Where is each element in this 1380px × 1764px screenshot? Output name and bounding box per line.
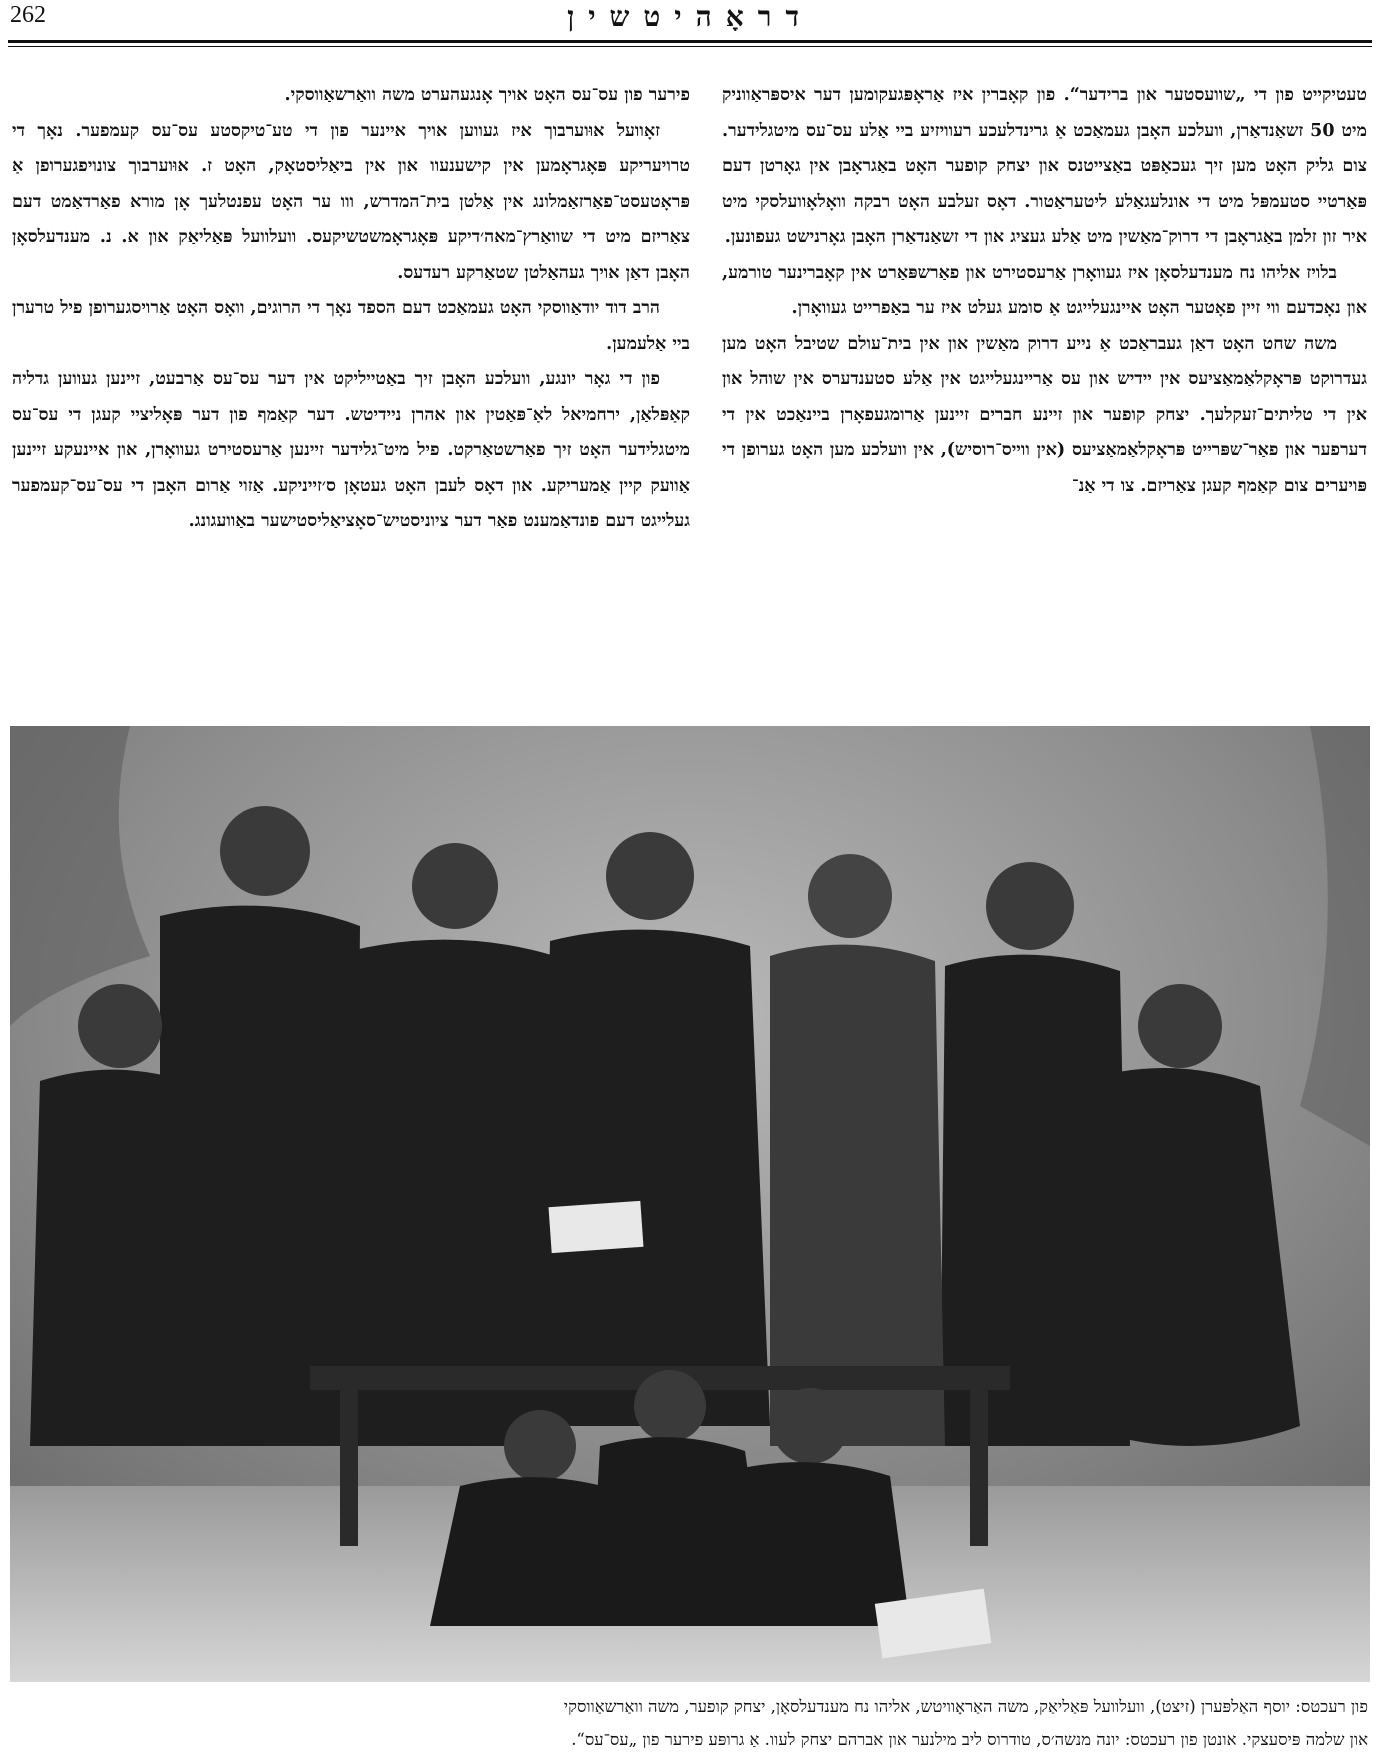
header-rule-thin [8, 46, 1372, 47]
paragraph: זאָוועל אוּוערבוך איז געווען אויך איינער פון די טע־טיקסטע עס־עס קעמפער. נאָך די טרויעריקע פּאָגראָמען אין קישענעוו און אין ביאַליסטאָק, האָט ז. אוּוערבוך צונויפגערופן אַ פּראָטעסט־פאַרזאַמלונג אין אַלטן בית־המדרש, ווו ער האָט עפנטלעך אָן מורא פאַרדאַמט דעם צאַריזם מיט די שוואַרץ־מאה׳דיקע פּאָגראָמשטשיקעס. וועלוועל פּאַליאַק און א. נ. מענדעלסאָן האָבן דאַן אויך געהאַלטן שטאַרקע רעדעס. [12, 120, 690, 283]
page-header [0, 0, 1380, 54]
text-column-right [722, 78, 1367, 718]
page-number: 262 [10, 2, 46, 28]
paragraph: בלויז אליהו נח מענדעלסאָן איז געוואָרן אַרעסטירט און פאַרשפּאַרט אין קאָברינער טורמע, און נאָכדעם ווי זיין פאָטער האָט איינגעלייגט אַ סומע געלט איז ער באַפרייט געוואָרן. [722, 262, 1367, 318]
paragraph: פירער פון עס־עס האָט אויך אָנגעהערט משה וואַרשאַווסקי. [284, 85, 690, 105]
caption-line: פון רעכטס: יוסף האַלפּערן (זיצט), וועלוועל פּאַליאַק, משה האַראָוויטש, אליהו נח מענדעלסאָן, יצחק קופער, משה וואַרשאַווסקי [563, 1697, 1368, 1716]
photo-illustration [10, 726, 1370, 1682]
paragraph: משה שחט האָט דאַן געבראַכט אַ נייע דרוק מאַשין און אין בית־עולם שטיבל האָט מען געדרוקט פּראָקלאַמאַציעס אין יידיש און עס אַריינגעלייגט אין אַלע סטענדערס אין שוהל און אין די טליתים־זעקלעך. יצחק קופער און זיינע חברים זיינען אַרומגעפאָרן ביינאַכט אין די דערפער און פאַר־שפּרייט פּראָקלאַמאַציעס (אין ווייס־רוסיש), אין וועלכע מען האָט גערופן די פּויערים צום קאַמף קעגן צאַריזם. צו די אַנ־ [722, 333, 1367, 496]
paragraph: פון די גאָר יונגע, וועלכע האָבן זיך באַטייליקט אין דער עס־עס אַרבעט, זיינען געווען גדליה קאַפּלאַן, ירחמיאל לאַ־פּאַטין און אהרן ניידיטש. דער קאַמף פון דער פּאָליציי קעגן די עס־עס מיטגלידער האָט זיך פאַרשטאַרקט. פיל מיט־גלידער זיינען אַרעסטירט געוואָרן, און איינעקע זיינען אַוועק קיין אַמעריקע. און דאָס לעבן האָט געטאָן ס׳זייניקע. אַזוי אַרום האָבן די עס־עס־קעמפער געלייגט דעם פונדאַמענט פאַר דער ציוניסטיש־סאָציאַליסטישער באַוועגונג. [12, 369, 690, 531]
caption-line: און שלמה פּיסעצקי. אונטן פון רעכטס: יונה מנשה׳ס, טודרוס ליב מילנער און אברהם יצחק לעוו. אַ גרופּע פירער פון „עס־עס“. [571, 1730, 1368, 1749]
running-title: דראָהיטשין [567, 0, 813, 33]
paragraph: טעטיקייט פון די „שוועסטער און ברידער“. פון קאָברין איז אַראָפּגעקומען דער איספּראַווניק מיט 50 זשאַנדאַרן, וועלכע האָבן געמאַכט אַ גרינדלעכע רעוויזיע ביי אַלע עס־עס מיטגלידער. צום גליק האָט מען זיך געכאַפּט באַצייטנס און יצחק קופער האָט באַגראָבן אין גאָרטן דעם פּאַרטיי סטעמפּל מיט די אונלעגאַלע ליטעראַטור. דאָס זעלבע האָט רבקה וואָלאָוועלסקי מיט איר זון זלמן באַגראָבן די דרוק־מאַשין מיט אַלע געציג און די זשאַנדאַרן האָבן גאָרנישט געפונען. [722, 85, 1367, 247]
header-rule-thick [8, 40, 1372, 43]
photo-caption [12, 1690, 1368, 1756]
text-column-left [12, 78, 690, 718]
group-photograph [10, 726, 1370, 1682]
paragraph: הרב דוד יודאַווסקי האָט געמאַכט דעם הספד נאָך די הרוגים, וואָס האָט אַרויסגערופן פיל טרערן ביי אַלעמען. [12, 298, 690, 354]
